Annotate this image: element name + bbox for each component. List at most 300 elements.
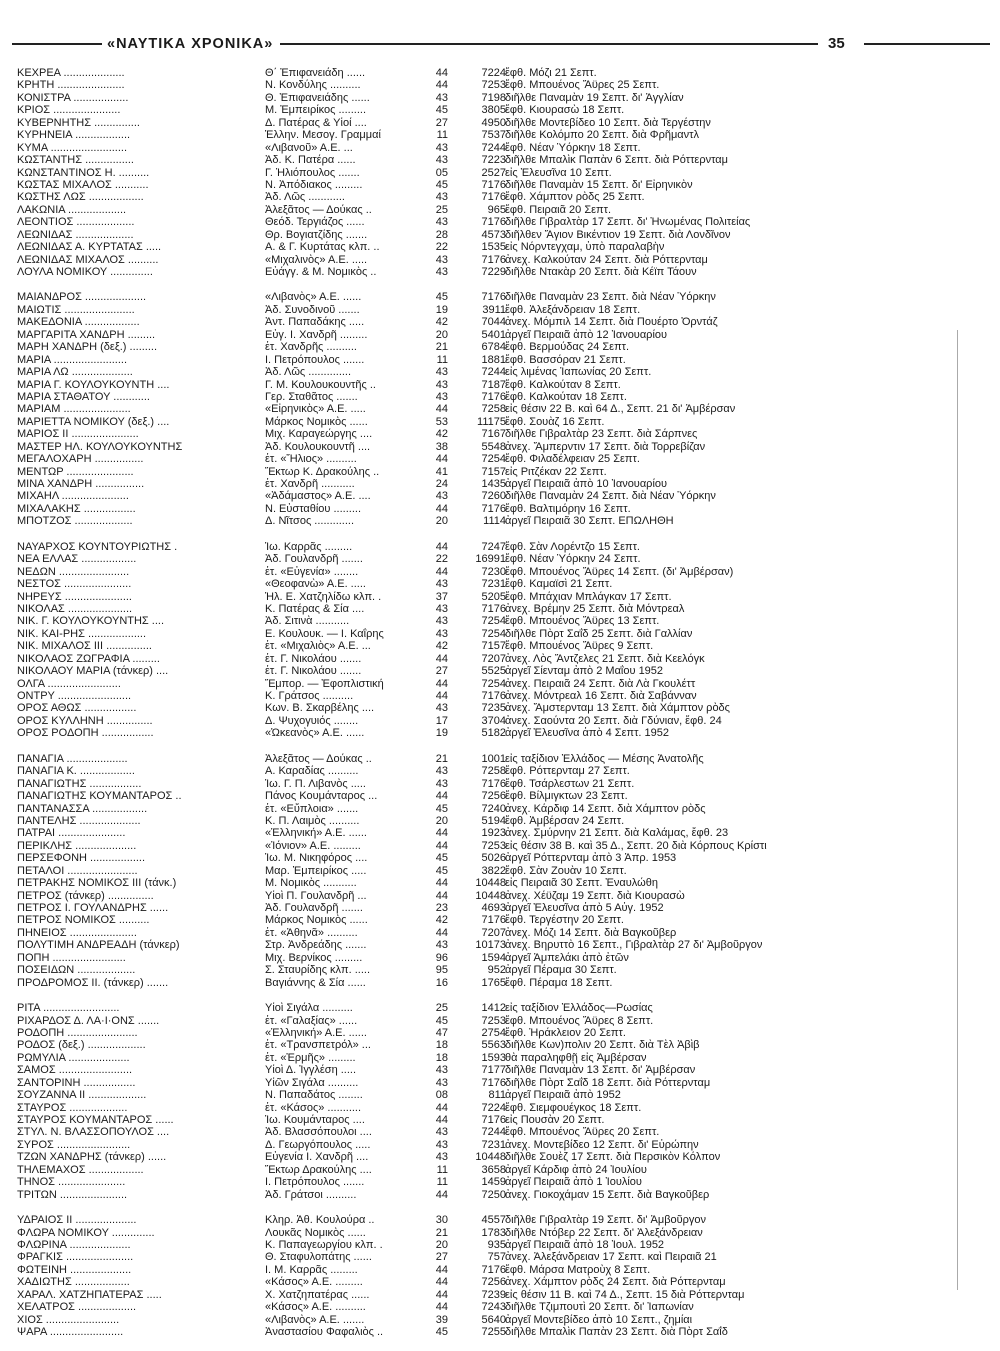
build-year: 43 — [435, 939, 448, 952]
tonnage: 7176 — [481, 390, 506, 403]
ship-name: ΚΥΒΕΡΝΗΤΗΣ ............... — [17, 116, 140, 129]
ship-owner: Κ. Πατέρας & Σία .... — [265, 602, 365, 615]
table-row — [17, 727, 977, 739]
ship-status: ἀνεχ. Βηρυττὸ 16 Σεπτ., Γιβραλτὰρ 27 δι' Ἀμβοῦργον — [505, 939, 763, 952]
tonnage: 1881 — [481, 353, 506, 366]
build-year: 43 — [435, 91, 448, 104]
build-year: 96 — [435, 951, 448, 964]
ship-owner: ἑτ. Χανδρῆ ........... — [265, 478, 355, 490]
build-year: 43 — [435, 702, 448, 715]
table-row — [17, 1189, 977, 1201]
table-row — [17, 827, 977, 839]
page-number: 35 — [828, 35, 845, 52]
table-row — [17, 104, 977, 116]
table-row — [17, 815, 977, 827]
tonnage: 7254 — [481, 677, 506, 690]
ship-group — [17, 1214, 977, 1338]
ship-owner: Ἰω. Καρρᾶς ......... — [265, 540, 353, 553]
tonnage: 5640 — [481, 1313, 506, 1326]
ship-name: ΠΕΤΡΟΣ ΝΟΜΙΚΟΣ .......... — [17, 914, 150, 927]
ship-group — [17, 541, 977, 740]
ship-name: ΠΕΤΡΑΚΗΣ ΝΟΜΙΚΟΣ ΙΙΙ (τάνκ.) — [17, 877, 177, 890]
ship-name: ΠΕΤΡΟΣ (τάνκερ) ............... — [17, 889, 154, 902]
ship-owner: Ν. Παπαδάτος ........ — [265, 1089, 363, 1102]
ship-name: ΣΤΑΥΡΟΣ ................... — [17, 1101, 128, 1114]
tonnage: 5194 — [481, 814, 506, 827]
build-year: 43 — [435, 1138, 448, 1151]
ship-status: εἰς θέσιν 22 Β. καὶ 64 Δ., Σεπτ. 21 δι' Ἀμβέρσαν — [505, 403, 736, 416]
table-row — [17, 690, 977, 702]
build-year: 43 — [435, 1151, 448, 1164]
ship-status: ἀργεῖ Ἐλευσῖνα ἀπὸ 4 Σεπτ. 1952 — [505, 727, 670, 740]
table-row — [17, 702, 977, 714]
build-year: 43 — [435, 216, 448, 229]
table-row — [17, 503, 977, 515]
tonnage: 7255 — [481, 1326, 506, 1338]
build-year: 30 — [435, 1214, 448, 1227]
table-row — [17, 266, 977, 278]
ship-status: ἔφθ. Καμαϊσὶ 21 Σεπτ. — [505, 578, 613, 591]
ship-name: ΜΙΧΑΗΛ ...................... — [17, 490, 129, 503]
ship-name: ΝΙΚ. ΜΙΧΑΛΟΣ ΙΙΙ ............... — [17, 640, 152, 653]
ship-status: ἀνεχ. Ἀλεξάνδρειαν 17 Σεπτ. καὶ Πειραιᾶ 21 — [505, 1251, 717, 1264]
table-row — [17, 541, 977, 553]
ship-name: ΜΑΚΕΔΟΝΙΑ .................. — [17, 316, 140, 329]
ship-owner: Γ. Μ. Κουλουκουντῆς .. — [265, 378, 376, 391]
build-year: 45 — [435, 1014, 448, 1027]
ship-name: ΛΟΥΛΑ ΝΟΜΙΚΟΥ .............. — [17, 266, 153, 278]
build-year: 19 — [435, 303, 448, 316]
build-year: 43 — [435, 615, 448, 628]
ship-name: ΜΑΡΙΟΣ ΙΙ ...................... — [17, 428, 139, 441]
ship-name: ΜΙΝΑ ΧΑΝΔΡΗ ................ — [17, 478, 145, 490]
tonnage: 3911 — [482, 303, 506, 316]
ship-status: διῆλθε Κων)πολιν 20 Σεπτ. διὰ Τὲλ Ἀβὶβ — [505, 1039, 700, 1052]
ship-status: ἀνεχ. Ἄμπερντιν 17 Σεπτ. διὰ Τορρεβίζαν — [505, 440, 706, 453]
ship-status: ἔφθ. Μάρσα Ματροὺχ 8 Σεπτ. — [505, 1263, 651, 1276]
tonnage: 1535 — [481, 241, 506, 254]
tonnage: 7157 — [481, 640, 506, 653]
ship-status: ἀνεχ. Χάμπτον ρὸδς 24 Σεπτ. διὰ Ρόττερνταμ — [505, 1276, 726, 1289]
build-year: 43 — [435, 141, 448, 154]
ship-status: ἀργεῖ Μοντεβίδεο ἀπὸ 10 Σεπτ., ζημίαι — [505, 1313, 693, 1326]
build-year: 43 — [435, 578, 448, 591]
ship-name: ΡΙΤΑ ......................... — [17, 1002, 120, 1015]
tonnage: 7224 — [481, 1101, 506, 1114]
ship-status: διῆλθε Σουὲζ 17 Σεπτ. διὰ Περσικὸν Κόλπον — [505, 1151, 721, 1164]
ship-owner: Ἀλεξᾶτος — Δούκας .. — [265, 752, 372, 765]
ship-name: ΟΡΟΣ ΚΥΛΛΗΝΗ ............... — [17, 714, 153, 727]
table-row — [17, 1052, 977, 1064]
build-year: 44 — [435, 1288, 448, 1301]
ship-owner: ἑτ. «Τρανσπετρόλ» ... — [265, 1039, 371, 1052]
ship-owner: Σ. Σταυρίδης κλπ. ..... — [265, 964, 371, 977]
ship-name: ΜΑΡΙΑ ........................ — [17, 353, 128, 366]
ship-owner: Υἱῶν Σιγάλα .......... — [265, 1076, 359, 1089]
table-row — [17, 1015, 977, 1027]
table-row — [17, 665, 977, 677]
table-row — [17, 591, 977, 603]
ship-name: ΜΕΝΤΩΡ ...................... — [17, 465, 134, 478]
ship-status: ἔφθ. Χάμπτον ρὸδς 25 Σεπτ. — [505, 191, 645, 204]
ship-name: ΟΡΟΣ ΑΘΩΣ ................. — [17, 702, 137, 715]
ship-owner: Κ. Π. Λαιμὸς .......... — [265, 814, 360, 827]
table-row — [17, 578, 977, 590]
ship-owner: Εὐγενία Ι. Χανδρῆ .... — [265, 1151, 369, 1164]
build-year: 43 — [435, 490, 448, 503]
table-row — [17, 478, 977, 490]
tonnage: 7231 — [481, 578, 506, 591]
ship-status: ἀνεχ. Χέϋζαμ 19 Σεπτ. διὰ Κιουρασὼ — [505, 889, 685, 902]
ship-status: ἀργεῖ Σίενταμ ἀπὸ 2 Μαΐου 1952 — [505, 665, 664, 678]
tonnage: 5548 — [481, 440, 506, 453]
build-year: 44 — [435, 827, 448, 840]
build-year: 44 — [435, 565, 448, 578]
table-row — [17, 1314, 977, 1326]
ship-name: ΧΑΡΑΛ. ΧΑΤΖΗΠΑΤΕΡΑΣ ..... — [17, 1288, 162, 1301]
tonnage: 1435 — [481, 478, 506, 490]
ship-owner: ἑτ. Γ. Νικολάου ....... — [265, 652, 362, 665]
ship-status: διῆλθε Κολόμπο 20 Σεπτ. διὰ Φρῆμαντλ — [505, 129, 699, 142]
build-year: 45 — [435, 864, 448, 877]
table-row — [17, 1176, 977, 1188]
ship-owner: Χ. Χατζηπατέρας ...... — [265, 1288, 370, 1301]
ship-owner: Ι. Πετρόπουλος ....... — [265, 1176, 365, 1189]
table-row — [17, 416, 977, 428]
table-row — [17, 316, 977, 328]
table-row — [17, 515, 977, 527]
ship-name: ΦΛΩΡΑ ΝΟΜΙΚΟΥ .............. — [17, 1226, 155, 1239]
ship-owner: ἑτ. Χανδρῆς .......... — [265, 341, 357, 354]
table-row — [17, 1214, 977, 1226]
table-row — [17, 254, 977, 266]
ship-owner: Κληρ. Ἀθ. Κουλούρα .. — [265, 1214, 375, 1227]
table-row — [17, 204, 977, 216]
tonnage: 3805 — [481, 104, 506, 117]
table-row — [17, 778, 977, 790]
ship-movements-table — [17, 67, 977, 1351]
ship-name: ΣΤΥΛ. Ν. ΒΛΑΣΣΟΠΟΥΛΟΣ .... — [17, 1126, 170, 1139]
ship-name: ΝΙΚΟΛΑΟΣ ΖΩΓΡΑΦΙΑ ......... — [17, 652, 160, 665]
ship-name: ΝΙΚ. Γ. ΚΟΥΛΟΥΚΟΥΝΤΗΣ .... — [17, 615, 165, 628]
ship-owner: Ἠλ. Ε. Χατζηλίδω κλπ. . — [265, 590, 382, 603]
table-row — [17, 615, 977, 627]
tonnage: 7176 — [481, 777, 506, 790]
table-row — [17, 977, 977, 989]
table-row — [17, 1126, 977, 1138]
ship-status: ἔφθ. Πέραμα 18 Σεπτ. — [505, 976, 613, 989]
build-year: 20 — [435, 1238, 448, 1251]
ship-name: ΣΑΝΤΟΡΙΝΗ ................. — [17, 1076, 136, 1089]
table-row — [17, 939, 977, 951]
tonnage: 1594 — [481, 951, 506, 964]
ship-owner: Ἑλλην. Μεσογ. Γραμμαί — [265, 129, 381, 142]
ship-owner: «Λιβανὸς» Α.Ε. ....... — [265, 1313, 365, 1326]
ship-status: διῆλθε Πὸρτ Σαΐδ 25 Σεπτ. διὰ Γαλλίαν — [505, 627, 693, 640]
ship-owner: Θ΄ Ἐπιφανειάδη ...... — [265, 67, 366, 79]
ship-status: ἔφθ. Ἡράκλειον 20 Σεπτ. — [505, 1026, 626, 1039]
tonnage: 7235 — [481, 702, 506, 715]
ship-owner: «Ἑλληνική» Α.Ε. ...... — [265, 827, 367, 840]
ship-status: εἰς Ἐλευσῖνα 10 Σεπτ. — [505, 166, 612, 179]
tonnage: 7244 — [481, 366, 506, 379]
ship-owner: Ι. Μ. Καρρᾶς ......... — [265, 1263, 358, 1276]
ship-status: ἔφθ. Βίλμιγκτων 23 Σεπτ. — [505, 790, 628, 803]
table-row — [17, 1077, 977, 1089]
table-row — [17, 92, 977, 104]
ship-owner: Ἕκτωρ Δρακούλης .... — [265, 1163, 372, 1176]
table-row — [17, 304, 977, 316]
build-year: 53 — [435, 415, 448, 428]
ship-status: διῆλθε Ντακὰρ 20 Σεπτ. διὰ Κέϊπ Τάουν — [505, 266, 697, 278]
ship-owner: Ἀναστασίου Φαφαλιὸς .. — [265, 1326, 384, 1338]
ship-status: ἔφθ. Ἀλεξάνδρειαν 18 Σεπτ. — [505, 303, 641, 316]
build-year: 43 — [435, 253, 448, 266]
ship-status: ἀργεῖ Πειραιᾶ ἀπὸ 1 Ἰουλίου — [505, 1176, 642, 1189]
ship-status: διῆλθε Μοντεβίδεο 10 Σεπτ. διὰ Τεργέστην — [505, 116, 711, 129]
ship-name: ΛΕΩΝΙΔΑΣ Α. ΚΥΡΤΑΤΑΣ ..... — [17, 241, 162, 254]
table-row — [17, 553, 977, 565]
table-row — [17, 678, 977, 690]
ship-status: διῆλθε Πὸρτ Σαΐδ 18 Σεπτ. διὰ Ρόττερνταμ — [505, 1076, 711, 1089]
table-row — [17, 902, 977, 914]
ship-name: ΠΗΝΕΙΟΣ ...................... — [17, 926, 137, 939]
ship-name: ΚΡΙΟΣ ...................... — [17, 104, 121, 117]
ship-owner: Ἀντ. Παπαδάκης ..... — [265, 316, 365, 329]
table-row — [17, 466, 977, 478]
build-year: 44 — [435, 1301, 448, 1314]
ship-name: ΠΕΡΙΚΛΗΣ .................... — [17, 839, 137, 852]
ship-status: διῆλθε Γιβραλτὰρ 19 Σεπτ. δι' Ἀμβοῦργον — [505, 1214, 707, 1227]
ship-status: εἰς λιμένας Ἰαπωνίας 20 Σεπτ. — [505, 366, 652, 379]
ship-name: ΜΕΓΑΛΟΧΑΡΗ ................ — [17, 453, 144, 466]
tonnage: 1114 — [483, 515, 506, 528]
ship-name: ΣΑΜΟΣ ........................ — [17, 1064, 133, 1077]
build-year: 18 — [435, 1051, 448, 1064]
ship-owner: Δ. Νῖτσος ............. — [265, 515, 355, 528]
ship-status: εἰς θέσιν 38 Β. καὶ 35 Δ., Σεπτ. 20 διὰ Κόρπους Κρίστι — [505, 839, 767, 852]
ship-name: ΝΕΑ ΕΛΛΑΣ .................. — [17, 553, 137, 566]
tonnage: 7260 — [481, 490, 506, 503]
ship-owner: Α. Καραδίας .......... — [265, 765, 359, 778]
ship-name: ΠΑΝΤΕΛΗΣ .................... — [17, 814, 141, 827]
ship-name: ΚΩΣΤΗΣ ΛΩΣ .................. — [17, 191, 144, 204]
ship-name: ΣΥΡΟΣ ........................ — [17, 1138, 131, 1151]
table-row — [17, 241, 977, 253]
table-row — [17, 952, 977, 964]
ship-name: ΝΙΚ. ΚΑΙ-ΡΗΣ ................... — [17, 627, 147, 640]
build-year: 39 — [435, 1313, 448, 1326]
build-year: 27 — [435, 1251, 448, 1264]
ship-owner: Θ. Σταφυλοπάτης ...... — [265, 1251, 372, 1264]
table-row — [17, 142, 977, 154]
build-year: 44 — [435, 677, 448, 690]
ship-group — [17, 67, 977, 278]
build-year: 08 — [435, 1089, 448, 1102]
ship-owner: Βαγιάννης & Σία ...... — [265, 976, 366, 989]
ship-name: ΜΑΡΙΕΤΤΑ ΝΟΜΙΚΟΥ (δεξ.) .... — [17, 415, 170, 428]
table-row — [17, 927, 977, 939]
ship-owner: Ν. Κονδύλης .......... — [265, 79, 361, 92]
build-year: 20 — [435, 328, 448, 341]
tonnage: 5026 — [481, 852, 506, 865]
table-row — [17, 852, 977, 864]
ship-status: ἀνεχ. Μόντρεαλ 16 Σεπτ. διὰ Σαβάνναν — [505, 690, 697, 702]
table-row — [17, 640, 977, 652]
build-year: 44 — [435, 839, 448, 852]
ship-status: ἀργεῖ Πειραιᾶ ἀπὸ 18 Ἰουλ. 1952 — [505, 1238, 665, 1251]
ship-status: ἀνεχ. Καλκούταν 24 Σεπτ. διὰ Ρόττερνταμ — [505, 253, 708, 266]
build-year: 42 — [435, 428, 448, 441]
ship-name: ΡΩΜΥΛΙΑ .................... — [17, 1051, 130, 1064]
table-row — [17, 453, 977, 465]
build-year: 45 — [435, 1326, 448, 1338]
ship-owner: Ἀδ. Σιτινὰ ........... — [265, 615, 350, 628]
ship-name: ΚΡΗΤΗ ...................... — [17, 79, 125, 92]
ship-name: ΧΕΛΑΤΡΟΣ ................... — [17, 1301, 137, 1314]
ship-status: ἀνεχ. Μόζι 14 Σεπτ. διὰ Βαγκοῦβερ — [505, 926, 677, 939]
table-row — [17, 865, 977, 877]
build-year: 44 — [435, 67, 448, 79]
ship-status: ἔφθ. Σιεμφουέγκος 18 Σεπτ. — [505, 1101, 642, 1114]
ship-status: ἔφθ. Βαλτιμόρην 16 Σεπτ. — [505, 502, 631, 515]
tonnage: 5182 — [481, 727, 506, 740]
build-year: 45 — [435, 291, 448, 304]
ship-owner: Λουκᾶς Νομικὸς ...... — [265, 1226, 366, 1239]
ship-name: ΜΑΡΙΑ Γ. ΚΟΥΛΟΥΚΟΥΝΤΗ .... — [17, 378, 170, 391]
ship-owner: Γ. Ἡλιόπουλος ....... — [265, 166, 360, 179]
tonnage: 965 — [487, 203, 506, 216]
ship-status: διῆλθε Παναμὰν 24 Σεπτ. διὰ Νέαν Ὑόρκην — [505, 490, 716, 503]
ship-name: ΜΑΡΙΑΜ ...................... — [17, 403, 131, 416]
build-year: 20 — [435, 515, 448, 528]
table-row — [17, 191, 977, 203]
table-row — [17, 354, 977, 366]
ship-name: ΠΑΝΤΑΝΑΣΣΑ .................. — [17, 802, 148, 815]
ship-status: διῆλθε Παναμὰν 15 Σεπτ. δι' Εἰρηνικὸν — [505, 178, 693, 191]
table-row — [17, 753, 977, 765]
ship-name: ΜΑΡΙΑ ΛΩ .................... — [17, 366, 133, 379]
ship-status: διῆλθε Ντόβερ 22 Σεπτ. δι' Ἀλεξάνδρειαν — [505, 1226, 703, 1239]
table-row — [17, 490, 977, 502]
build-year: 43 — [435, 366, 448, 379]
ship-status: ἀνεχ. Μοντεβίδεο 12 Σεπτ. δι' Εὐρώπην — [505, 1138, 699, 1151]
ship-status: ἔφθ. Μπάχιαν Μπλάγκαν 17 Σεπτ. — [505, 590, 672, 603]
ship-name: ΠΕΤΡΟΣ Ι. ΓΟΥΛΑΝΔΡΗΣ ...... — [17, 902, 169, 914]
table-row — [17, 628, 977, 640]
tonnage: 1593 — [481, 1051, 506, 1064]
ship-owner: Α. & Γ. Κυρτάτας κλπ. .. — [265, 241, 380, 254]
tonnage: 7176 — [481, 502, 506, 515]
ship-status: ἔφθ. Καλκούταν 18 Σεπτ. — [505, 390, 627, 403]
ship-name: ΡΟΔΟΣ (δεξ.) ................... — [17, 1039, 146, 1052]
build-year: 43 — [435, 1076, 448, 1089]
ship-owner: Μαρ. Ἐμπειρίκος ..... — [265, 864, 367, 877]
tonnage: 7254 — [481, 453, 506, 466]
ship-status: ἀργεῖ Πειραιᾶ ἀπὸ 1952 — [505, 1089, 621, 1102]
build-year: 23 — [435, 902, 448, 914]
build-year: 44 — [435, 540, 448, 553]
ship-owner: Θεόδ. Τεργιάζος ...... — [265, 216, 365, 229]
ship-status: ἀνεχ. Μόμπιλ 14 Σεπτ. διὰ Πουέρτο Ὀρντάζ — [505, 316, 718, 329]
tonnage: 10448 — [475, 1151, 506, 1164]
ship-owner: Κων. Β. Σκαρβέλης .... — [265, 702, 375, 715]
build-year: 24 — [435, 478, 448, 490]
ship-status: διῆλθε Παναμὰν 19 Σεπτ. δι' Ἀγγλίαν — [505, 91, 684, 104]
ship-name: ΠΟΛΥΤΙΜΗ ΑΝΔΡΕΑΔΗ (τάνκερ) — [17, 939, 180, 952]
tonnage: 1923 — [481, 827, 506, 840]
ship-name: ΝΕΔΩΝ ....................... — [17, 565, 130, 578]
ship-name: ΟΛΓΑ ........................ — [17, 677, 121, 690]
build-year: 43 — [435, 602, 448, 615]
tonnage: 4693 — [481, 902, 506, 914]
ship-status: ἔφθ. Τεργέστην 20 Σεπτ. — [505, 914, 624, 927]
ship-status: ἔφθ. Βερμούδας 24 Σεπτ. — [505, 341, 630, 354]
tonnage: 1459 — [481, 1176, 506, 1189]
build-year: 25 — [435, 1002, 448, 1015]
table-row — [17, 765, 977, 777]
table-row — [17, 914, 977, 926]
table-row — [17, 154, 977, 166]
tonnage: 5525 — [481, 665, 506, 678]
tonnage: 4557 — [481, 1214, 506, 1227]
tonnage: 2754 — [481, 1026, 506, 1039]
ship-name: ΝΕΣΤΟΣ ...................... — [17, 578, 132, 591]
ship-status: ἔφθ. Μπουένος Ἄϋρες 8 Σεπτ. — [505, 1014, 654, 1027]
header-rule-left — [12, 43, 102, 45]
build-year: 21 — [435, 1226, 448, 1239]
tonnage: 7207 — [481, 652, 506, 665]
ship-status: ἀνεχ. Κάρδιφ 14 Σεπτ. διὰ Χάμπτον ρὸδς — [505, 802, 706, 815]
ship-owner: «Λιβανὸς» Α.Ε. ...... — [265, 291, 362, 304]
ship-status: ἔφθ. Μπουένος Ἄϋρες 9 Σεπτ. — [505, 640, 654, 653]
ship-owner: Ἀδ. Λῶς .............. — [265, 366, 352, 379]
table-row — [17, 341, 977, 353]
ship-owner: ἑτ. «Γαλαξίας» ...... — [265, 1014, 358, 1027]
ship-status: ἔφθ. Νέαν Ὑόρκην 18 Σεπτ. — [505, 141, 641, 154]
ship-status: ἀργεῖ Ἐλευσῖνα ἀπὸ 5 Αὐγ. 1952 — [505, 902, 664, 914]
ship-status: ἀνεχ. Σαούντα 20 Σεπτ. διὰ Γδύνιαν, ἔφθ. 24 — [505, 714, 722, 727]
tonnage: 1783 — [481, 1226, 506, 1239]
build-year: 17 — [435, 714, 448, 727]
ship-name: ΚΩΝΣΤΑΝΤΙΝΟΣ Η. .......... — [17, 166, 150, 179]
tonnage: 10448 — [475, 877, 506, 890]
ship-status: ἔφθ. Μπουένος Ἄϋρες 20 Σεπτ. — [505, 1126, 660, 1139]
ship-owner: ἑτ. «Ἥλιος» .......... — [265, 453, 357, 466]
tonnage: 757 — [487, 1251, 506, 1264]
ship-status: ἀργεῖ Πειραιᾶ ἀπὸ 10 Ἰανουαρίου — [505, 478, 668, 490]
table-row — [17, 167, 977, 179]
ship-name: ΜΑΡΗ ΧΑΝΔΡΗ (δεξ.) ......... — [17, 341, 158, 354]
ship-name: ΦΩΤΕΙΝΗ .................... — [17, 1263, 132, 1276]
build-year: 44 — [435, 453, 448, 466]
tonnage: 7231 — [481, 1138, 506, 1151]
build-year: 05 — [435, 166, 448, 179]
table-row — [17, 1002, 977, 1014]
build-year: 44 — [435, 502, 448, 515]
ship-status: ἀνεχ. Λὸς Ἄντζελες 21 Σεπτ. διὰ Κεελόγκ — [505, 652, 705, 665]
ship-name: ΜΑΙΑΝΔΡΟΣ .................... — [17, 291, 147, 304]
tonnage: 7258 — [481, 403, 506, 416]
ship-name: ΤΗΛΕΜΑΧΟΣ .................. — [17, 1163, 144, 1176]
table-row — [17, 403, 977, 415]
ship-name: ΡΙΧΑΡΔΟΣ Δ. ΛΑ·Ι·ΟΝΣ ....... — [17, 1014, 160, 1027]
ship-status: ἀργεῖ Ρόττερνταμ ἀπὸ 3 Ἀπρ. 1953 — [505, 852, 677, 865]
table-row — [17, 117, 977, 129]
ship-status: ἔφθ. Ἀμβέρσαν 24 Σεπτ. — [505, 814, 625, 827]
ship-group — [17, 291, 977, 527]
tonnage: 7176 — [481, 253, 506, 266]
